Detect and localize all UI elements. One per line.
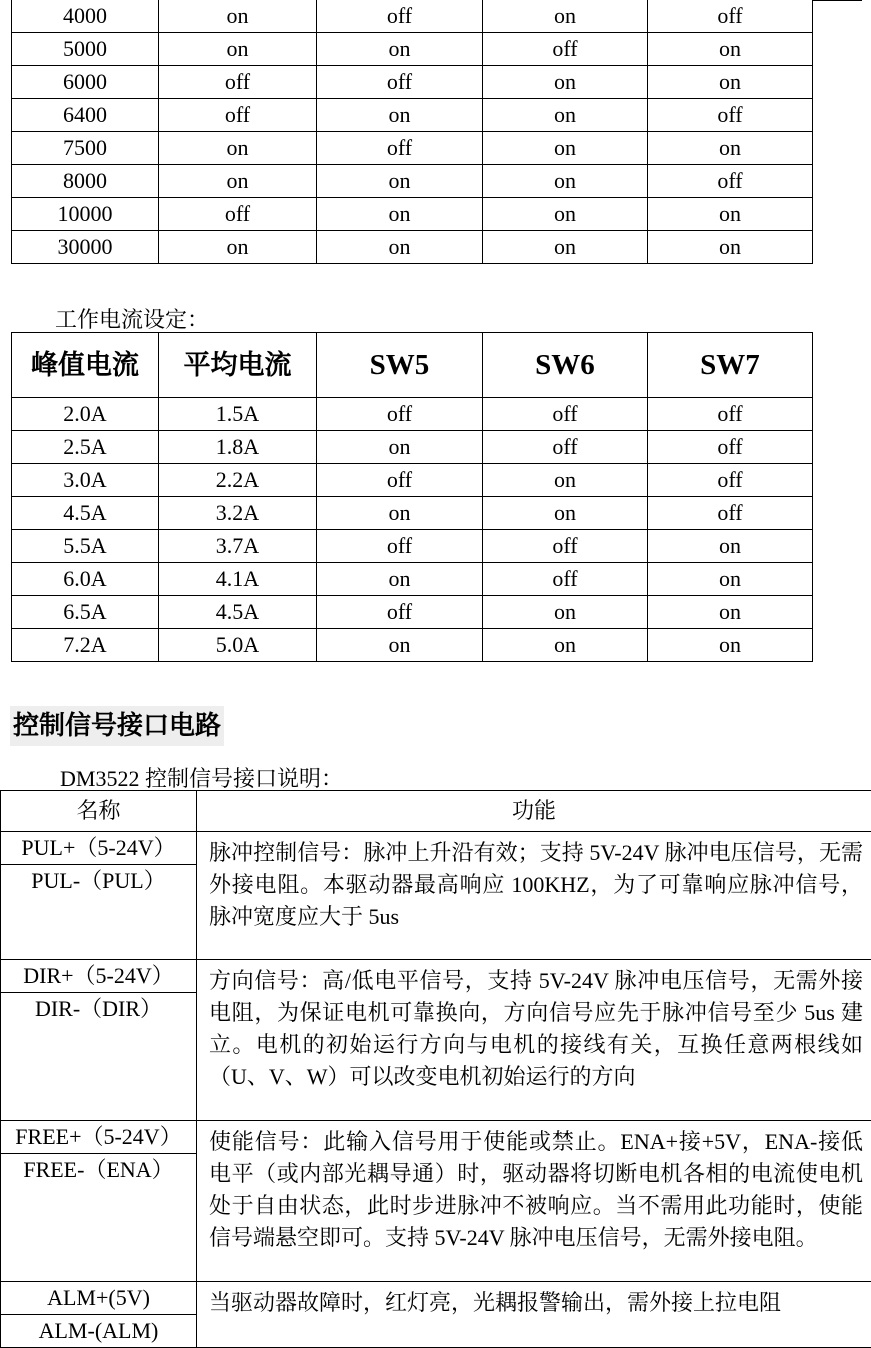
table-cell: 5000 (12, 33, 159, 66)
table-cell: 8000 (12, 165, 159, 198)
table-cell: on (159, 132, 317, 165)
header-average-current: 平均电流 (159, 333, 317, 398)
table-cell: on (483, 596, 648, 629)
table-cell: on (648, 231, 813, 264)
table-cell: 7500 (12, 132, 159, 165)
table-row (12, 431, 813, 464)
table-row (12, 398, 813, 431)
table-cell: 2.5A (12, 431, 159, 464)
table-row (12, 66, 813, 99)
table-cell: 4.5A (12, 497, 159, 530)
table-cell: off (317, 398, 483, 431)
signal-name: PUL+（5-24V） (1, 832, 196, 864)
table-cell: 7.2A (12, 629, 159, 662)
table-cell: off (483, 33, 648, 66)
table-cell: off (317, 530, 483, 563)
table-cell: 10000 (12, 198, 159, 231)
table-cell: off (648, 0, 813, 33)
header-sw6: SW6 (483, 333, 648, 398)
table-cell: on (648, 563, 813, 596)
table-cell: off (483, 398, 648, 431)
table-cell: on (483, 165, 648, 198)
table-cell: on (159, 0, 317, 33)
signal-header-row (1, 791, 871, 832)
table-cell: on (159, 231, 317, 264)
header-peak-current: 峰值电流 (12, 333, 159, 398)
header-sw5: SW5 (317, 333, 483, 398)
table-cell: on (483, 66, 648, 99)
table-row (12, 497, 813, 530)
table-cell: 5.5A (12, 530, 159, 563)
table-cell: 4.5A (159, 596, 317, 629)
signal-name-cell (1, 1282, 197, 1348)
header-function: 功能 (197, 791, 871, 832)
table-cell: on (483, 198, 648, 231)
table-cell: on (483, 0, 648, 33)
signal-name: ALM+(5V) (1, 1282, 196, 1314)
table-cell: on (648, 33, 813, 66)
table-cell: 2.0A (12, 398, 159, 431)
signal-name: DIR-（DIR） (1, 992, 196, 1025)
table-cell: on (483, 231, 648, 264)
table-cell: off (648, 99, 813, 132)
table-cell: 6400 (12, 99, 159, 132)
table-cell: 6.5A (12, 596, 159, 629)
signal-row (1, 1282, 871, 1348)
table-cell: on (483, 464, 648, 497)
signal-name: ALM-(ALM) (1, 1314, 196, 1347)
signal-name-cell (1, 832, 197, 960)
table-row (12, 33, 813, 66)
current-table-body (12, 333, 813, 662)
table-cell: on (317, 497, 483, 530)
table-cell: off (648, 464, 813, 497)
table-cell: on (648, 198, 813, 231)
signal-row (1, 832, 871, 960)
table-cell: off (159, 66, 317, 99)
table-cell: off (648, 165, 813, 198)
table-cell: 30000 (12, 231, 159, 264)
table-cell: off (483, 431, 648, 464)
table-row (12, 0, 813, 33)
table-cell: on (648, 596, 813, 629)
signal-description: 当驱动器故障时，红灯亮，光耦报警输出，需外接上拉电阻 (197, 1282, 871, 1348)
table-cell: on (317, 431, 483, 464)
table-row (12, 596, 813, 629)
header-sw7: SW7 (648, 333, 813, 398)
table-cell: 5.0A (159, 629, 317, 662)
table-row (12, 132, 813, 165)
table-row (12, 563, 813, 596)
table-cell: off (317, 596, 483, 629)
table-cell: on (159, 165, 317, 198)
table-row (12, 165, 813, 198)
table-cell: off (159, 99, 317, 132)
table-row (12, 629, 813, 662)
signal-description: 使能信号：此输入信号用于使能或禁止。ENA+接+5V，ENA-接低电平（或内部光耦导通）时，驱动器将切断电机各相的电流使电机处于自由状态，此时步进脉冲不被响应。当不需用此功能时，使能信号端悬空即可。支持 5V-24V 脉冲电压信号，无需外接电阻。 (197, 1121, 871, 1282)
table-cell: on (317, 33, 483, 66)
table-cell: 6.0A (12, 563, 159, 596)
table-cell: on (483, 629, 648, 662)
table-row (12, 464, 813, 497)
table-row (12, 198, 813, 231)
table-cell: on (317, 231, 483, 264)
table-cell: on (317, 198, 483, 231)
table-cell: on (483, 497, 648, 530)
signal-row (1, 1121, 871, 1282)
table-cell: 3.2A (159, 497, 317, 530)
current-table (11, 332, 813, 662)
table-cell: 1.5A (159, 398, 317, 431)
signal-name-cell (1, 960, 197, 1121)
signal-description: 方向信号：高/低电平信号，支持 5V-24V 脉冲电压信号，无需外接电阻，为保证电机可靠换向，方向信号应先于脉冲信号至少 5us 建立。电机的初始运行方向与电机的接线有关，互换任意两根线如（U、V、W）可以改变电机初始运行的方向 (197, 960, 871, 1121)
signal-name-cell (1, 1121, 197, 1282)
signal-name: FREE+（5-24V） (1, 1121, 196, 1153)
table-row (12, 231, 813, 264)
table-cell: on (648, 530, 813, 563)
table-cell: off (159, 198, 317, 231)
table-cell: off (317, 464, 483, 497)
table-cell: 3.0A (12, 464, 159, 497)
table-row (12, 530, 813, 563)
header-name: 名称 (1, 791, 197, 832)
table-cell: 2.2A (159, 464, 317, 497)
table-cell: off (483, 530, 648, 563)
signal-row (1, 960, 871, 1121)
table-cell: on (159, 33, 317, 66)
table-cell: on (317, 99, 483, 132)
table-cell: on (317, 563, 483, 596)
section-title: 控制信号接口电路 (10, 706, 224, 746)
table-cell: 4000 (12, 0, 159, 33)
table-cell: on (317, 165, 483, 198)
table-cell: on (317, 629, 483, 662)
table-cell: off (648, 398, 813, 431)
top-rule (812, 0, 862, 1)
table-row (12, 99, 813, 132)
current-header-row (12, 333, 813, 398)
table-cell: on (483, 132, 648, 165)
table-cell: on (648, 629, 813, 662)
table-cell: 1.8A (159, 431, 317, 464)
table-cell: off (648, 431, 813, 464)
table-cell: on (648, 66, 813, 99)
table-cell: on (648, 132, 813, 165)
signal-name: PUL-（PUL） (1, 864, 196, 897)
microstep-table (11, 0, 813, 264)
table-cell: on (483, 99, 648, 132)
table-cell: 3.7A (159, 530, 317, 563)
table-cell: off (648, 497, 813, 530)
table-cell: off (317, 132, 483, 165)
signal-name: FREE-（ENA） (1, 1153, 196, 1186)
table-cell: off (317, 0, 483, 33)
table-cell: off (317, 66, 483, 99)
microstep-table-body (12, 0, 813, 264)
table-cell: 4.1A (159, 563, 317, 596)
signal-name: DIR+（5-24V） (1, 960, 196, 992)
signal-description: 脉冲控制信号：脉冲上升沿有效；支持 5V-24V 脉冲电压信号，无需外接电阻。本驱动器最高响应 100KHZ，为了可靠响应脉冲信号，脉冲宽度应大于 5us (197, 832, 871, 960)
table-cell: off (483, 563, 648, 596)
signal-table-body (1, 791, 871, 1348)
table-cell: 6000 (12, 66, 159, 99)
current-caption: 工作电流设定： (55, 303, 209, 334)
signal-table (0, 790, 871, 1348)
signal-caption: DM3522 控制信号接口说明： (60, 762, 343, 793)
